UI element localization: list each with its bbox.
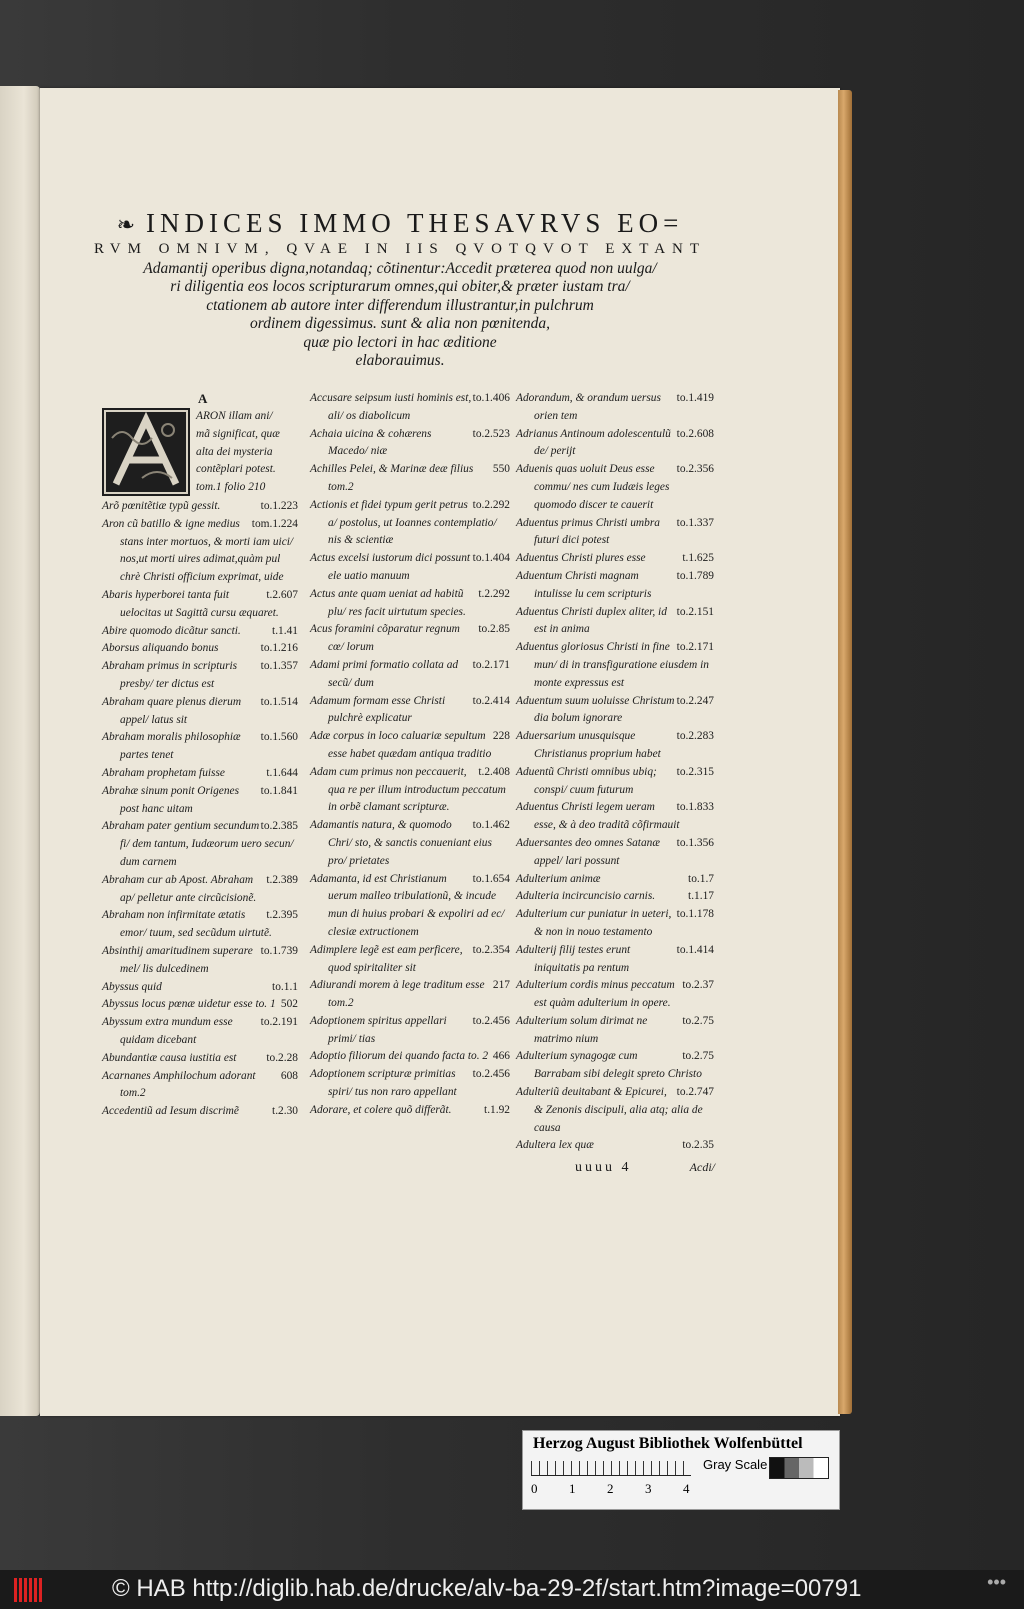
index-entry	[102, 516, 298, 587]
entry-text: Adulterium cur puniatur in ueteri, & non in nouo testamento	[516, 908, 672, 938]
entry-text: Adiurandi morem à lege traditum esse tom.2	[310, 979, 485, 1010]
library-name: Herzog August Bibliothek Wolfenbüttel	[533, 1435, 803, 1452]
entry-reference: to.2.151	[676, 605, 714, 618]
intro-line: elaborauimus.	[355, 352, 445, 370]
entry-reference: to.2.456	[472, 1014, 510, 1027]
entry-text: Actus ante quam ueniat ad habitũ plu/ res facit uirtutum species.	[310, 587, 466, 618]
index-entry	[102, 818, 298, 871]
entry-text: Abire quomodo dicãtur sancti.	[102, 624, 241, 637]
scale-ruler	[531, 1461, 699, 1496]
entry-reference: to.2.37	[682, 979, 714, 992]
entry-reference: to.1.833	[676, 801, 714, 814]
entry-text: Adimplere legẽ est eam perficere, quod spiritaliter sit	[310, 943, 463, 974]
entry-text: Adӕ corpus in loco caluariӕ sepultum esse habet quӕdam antiqua traditio	[310, 730, 492, 760]
entry-reference: to.2.28	[266, 1051, 298, 1064]
entry-reference: 466	[492, 1050, 510, 1063]
entry-text: Aborsus aliquando bonus	[102, 642, 219, 655]
ruler-ticks	[531, 1461, 691, 1476]
index-entry	[102, 1068, 298, 1104]
index-entry	[102, 694, 298, 730]
entry-text: Abrahӕ sinum ponit Origenes post hanc uitam	[102, 784, 240, 815]
index-entry	[310, 390, 510, 426]
entry-text: Aduersarium unusquisque Christianus proprium habet	[516, 730, 661, 760]
signature-mark: uuuu 4	[575, 1160, 632, 1175]
entry-reference: to.1.178	[676, 908, 714, 921]
index-entry	[102, 943, 298, 979]
heading-line-1: ❧ INDICES IMMO THESAVRVS EO=	[116, 208, 684, 238]
initial-line: alta dei mysteria	[196, 445, 273, 458]
entry-reference: to.2.292	[472, 498, 510, 511]
entry-reference: to.1.357	[260, 660, 298, 673]
ruler-number: 4	[683, 1481, 690, 1496]
entry-text: Abundantiӕ causa iustitia est	[102, 1051, 237, 1064]
index-entry	[310, 461, 510, 497]
intro-line: ri diligentia eos locos scripturarum omnes,qui obiter,& prӕter iustam tra/	[170, 278, 630, 296]
heading-line-2: RVM OMNIVM, QVAE IN IIS QVOTQVOT EXTANT	[93, 241, 707, 257]
index-entry	[516, 906, 714, 942]
initial-line: tom.1 folio 210	[196, 481, 266, 494]
entry-text: Abyssus quid	[102, 980, 162, 993]
ruler-number: 1	[569, 1481, 576, 1496]
entry-text: Adultera lex quӕ	[516, 1139, 594, 1152]
index-entry	[102, 658, 298, 694]
index-entry	[102, 872, 298, 908]
hab-logo-icon	[14, 1578, 44, 1602]
entry-text: Arõ pœnitẽtiӕ typũ gessit.	[102, 500, 221, 512]
index-entry	[516, 426, 714, 462]
entry-reference: t.2.395	[266, 909, 298, 922]
ruler-number: 2	[607, 1481, 614, 1496]
entry-text: Absinthij amaritudinem superare mel/ lis dulcedinem	[102, 944, 253, 975]
intro-line: ctationem ab autore inter differendum illustrantur,in pulchrum	[206, 296, 594, 314]
entry-text: Abraham primus in scripturis presby/ ter dictus est	[102, 660, 238, 690]
entry-text: Aduentus gloriosus Christi in fine mun/ di in transfiguratione eiusdem in monte expressus est	[516, 641, 709, 689]
index-entry	[310, 426, 510, 462]
entry-reference: to.1.841	[260, 784, 298, 797]
entry-reference: to.1.7	[688, 872, 714, 885]
entry-reference: to.1.356	[676, 836, 714, 849]
index-entry	[516, 693, 714, 729]
entry-text: Aduentus Christi plures esse	[516, 552, 646, 565]
index-entry	[516, 550, 714, 568]
entry-reference: to.1.414	[676, 943, 714, 956]
entry-text: Adorare, et colere quõ differãt.	[310, 1103, 452, 1116]
index-entry	[310, 764, 510, 817]
entry-reference: t.1.17	[688, 890, 714, 903]
ruler-number: 3	[645, 1481, 652, 1496]
index-entry	[310, 621, 510, 657]
entry-text: Abraham pater gentium secundum fi/ dem tantum, Iudӕorum uero secun/ dum carnem	[102, 820, 294, 868]
index-entry	[310, 657, 510, 693]
index-entry	[516, 835, 714, 871]
entry-reference: to.1.789	[676, 569, 714, 582]
entry-reference: t.2.389	[266, 873, 298, 886]
entry-text: Actionis et fidei typum gerit petrus a/ postolus, ut Ioannes contemplatio/ nis & scientiӕ	[310, 498, 497, 547]
index-heading	[80, 208, 720, 370]
index-entry	[102, 498, 298, 516]
initial-line: ARON illam ani/	[196, 410, 273, 422]
ruler-number: 0	[531, 1481, 538, 1496]
entry-text: Adorandum, & orandum uersus orien tem	[516, 392, 661, 422]
index-entry	[516, 1137, 714, 1155]
index-entry	[310, 586, 510, 622]
index-entry	[310, 942, 510, 978]
entry-reference: to.2.354	[472, 943, 510, 956]
entry-reference: tom.1.224	[251, 517, 298, 530]
index-entry	[310, 1013, 510, 1049]
entry-text: Abyssum extra mundum esse quidam dicebant	[102, 1016, 233, 1046]
index-entry	[310, 497, 510, 550]
entry-reference: t.1.92	[484, 1103, 510, 1116]
entry-reference: to.2.191	[260, 1016, 298, 1029]
copyright-url[interactable]: © HAB http://diglib.hab.de/drucke/alv-ba-29-2f/start.htm?image=00791	[112, 1575, 862, 1602]
entry-text: Achilles Pelei, & Marinӕ deӕ filius tom.2	[310, 463, 474, 493]
entry-reference: to.1.462	[472, 819, 510, 832]
index-entry	[102, 729, 298, 765]
entry-text: Adoptio filiorum dei quando facta to. 2	[310, 1050, 489, 1063]
index-entry	[516, 604, 714, 640]
index-entry	[516, 888, 714, 906]
index-column-3	[516, 390, 714, 1155]
index-entry	[310, 1048, 510, 1066]
entry-reference: 608	[280, 1069, 298, 1082]
entry-reference: to.2.356	[676, 463, 714, 476]
index-entry	[310, 728, 510, 764]
entry-reference: 502	[280, 998, 298, 1011]
index-entry	[102, 1103, 298, 1121]
entry-reference: to.1.514	[260, 695, 298, 708]
entry-text: Aduentus primus Christi umbra futuri dici potest	[516, 516, 660, 547]
index-entry	[102, 623, 298, 641]
entry-text: Adulteria incircuncisio carnis.	[516, 890, 656, 903]
entry-text: Abyssus locus pœnӕ uidetur esse to. 1	[102, 998, 276, 1011]
entry-reference: t.1.644	[266, 766, 298, 779]
entry-text: Aron cũ batillo & igne medius stans inter mortuos, & morti iam uici/ nos,ut morti uires adimat,quàm pul chrè Christi officium exprimat, uide	[102, 517, 294, 584]
index-entry	[516, 728, 714, 764]
entry-text: Adulteriũ deuitabant & Epicurei, & Zenonis discipuli, alia atq; alia de causa	[516, 1086, 703, 1134]
entry-reference: to.2.283	[676, 730, 714, 743]
entry-text: Aduentum Christi magnam intulisse lu cem scripturis	[516, 569, 652, 600]
fleuron-icon: ❧	[116, 212, 141, 237]
entry-text: Aduenis quas uoluit Deus esse commu/ nes cum Iudӕis leges quomodo discer te cauerit	[516, 463, 670, 511]
index-entry	[516, 390, 714, 426]
index-entry	[310, 550, 510, 586]
index-entry	[102, 1014, 298, 1050]
entry-text: Adoptionem spiritus appellari primi/ tias	[310, 1014, 447, 1045]
intro-line: Adamantij operibus digna,notandaq; cõtinentur:Accedit prӕterea quod non uulga/	[143, 260, 657, 277]
entry-text: Abaris hyperborei tanta fuit uelocitas ut Sagittã cursu ӕquaret.	[102, 588, 279, 619]
entry-text: Abraham quare plenus dierum appel/ latus sit	[102, 695, 242, 726]
index-entry	[310, 977, 510, 1013]
index-entry	[516, 1013, 714, 1049]
index-entry	[102, 640, 298, 658]
index-entry	[310, 817, 510, 870]
library-color-card	[522, 1430, 840, 1510]
index-entry	[516, 1084, 714, 1137]
entry-reference: 550	[492, 463, 510, 476]
grayscale-swatch	[769, 1457, 829, 1479]
initial-block	[102, 408, 298, 498]
entry-text: Abraham prophetam fuisse	[102, 766, 225, 779]
index-column-1	[102, 390, 298, 1121]
heading-intro	[80, 260, 720, 370]
entry-text: Adulterium cordis minus peccatum est quàm adulterium in opere.	[516, 979, 675, 1010]
index-entry	[310, 693, 510, 729]
entry-text: Adami primi formatio collata ad secũ/ dum	[310, 658, 459, 689]
entry-reference: to.2.523	[472, 427, 510, 440]
index-entry	[516, 1048, 714, 1084]
entry-reference: to.1.1	[272, 980, 298, 993]
intro-line: quӕ pio lectori in hac ӕditione	[303, 333, 497, 351]
entry-text: Acus foramini cõparatur regnum cœ/ lorum	[310, 623, 460, 654]
entry-reference: to.1.223	[260, 500, 298, 512]
index-entry	[516, 799, 714, 835]
index-entry	[310, 1066, 510, 1102]
entry-reference: to.2.171	[676, 641, 714, 654]
entry-reference: to.2.315	[676, 765, 714, 778]
entry-reference: t.2.607	[266, 588, 298, 601]
decorated-initial-icon	[102, 408, 190, 496]
entry-reference: to.2.75	[682, 1014, 714, 1027]
index-entry	[516, 977, 714, 1013]
index-entry	[516, 568, 714, 604]
entry-reference: t.2.30	[272, 1105, 298, 1118]
entry-text: Adam cum primus non peccauerit, qua re per illum introductum peccatum in orbẽ clamant scripturӕ.	[310, 765, 506, 814]
entry-reference: to.1.739	[260, 944, 298, 957]
initial-line: mã significat, quӕ	[196, 427, 280, 440]
entry-text: Aduentũ Christi omnibus ubiq; conspi/ cuum futurum	[516, 765, 657, 796]
index-entry	[516, 515, 714, 551]
section-letter: A	[198, 391, 208, 406]
entry-text: Abraham non infirmitate ӕtatis emor/ tuum, sed secũdum uirtutẽ.	[102, 909, 272, 940]
page-footer	[575, 1160, 715, 1176]
entry-text: Accusare seipsum iusti hominis est, ali/ os diabolicum	[310, 392, 472, 422]
entry-reference: to.1.216	[260, 642, 298, 655]
entry-text: Adulterium animӕ	[516, 872, 601, 885]
entry-text: Aduentus Christi legem ueram esse, & à deo traditã cõfirmauit	[516, 801, 680, 832]
entry-reference: t.2.408	[478, 765, 510, 778]
entry-reference: to.1.404	[472, 552, 510, 565]
entry-text: Accedentiũ ad Iesum discrimẽ	[102, 1105, 239, 1118]
index-entry	[102, 979, 298, 997]
entry-text: Acarnanes Amphilochum adorant tom.2	[102, 1069, 256, 1100]
entry-reference: to.2.414	[472, 694, 510, 707]
entry-reference: to.1.406	[472, 392, 510, 404]
entry-reference: to.2.385	[260, 820, 298, 833]
entry-reference: to.2.247	[676, 694, 714, 707]
entry-text: Aduentum suum uoluisse Christum dia bolum ignorare	[516, 694, 675, 725]
entry-text: Adulterium synagogӕ cum Barrabam sibi delegit spreto Christo	[516, 1050, 702, 1081]
entry-text: Aduersantes deo omnes Satanӕ appel/ lari possunt	[516, 836, 660, 867]
status-bar	[0, 1570, 1024, 1609]
entry-text: Adamantis natura, & quomodo Chri/ sto, & sanctis conueniant eius pro/ prietates	[310, 819, 492, 867]
entry-reference: to.2.75	[682, 1050, 714, 1063]
index-entry	[102, 587, 298, 623]
entry-reference: t.1.625	[682, 552, 714, 565]
index-entry	[516, 461, 714, 514]
index-entry	[516, 764, 714, 800]
entry-reference: to.2.35	[682, 1139, 714, 1152]
entry-reference: 228	[492, 730, 510, 743]
entry-text: Abraham moralis philosophiӕ partes tenet	[102, 731, 241, 762]
entry-reference: to.2.171	[472, 658, 510, 671]
more-dots-icon[interactable]: •••	[987, 1572, 1006, 1592]
entry-text: Abraham cur ab Apost. Abraham ap/ pelletur ante circũcisionẽ.	[102, 873, 257, 904]
entry-reference: to.2.85	[478, 623, 510, 636]
intro-line: ordinem digessimus. sunt & alia non pœnitenda,	[250, 315, 550, 333]
entry-text: Adoptionem scripturӕ primitias spiri/ tus non raro appellant	[310, 1068, 457, 1099]
index-entry	[516, 871, 714, 889]
entry-reference: to.1.654	[472, 872, 510, 885]
entry-text: Adulterij filij testes erunt iniquitatis pa rentum	[516, 943, 631, 974]
index-column-2	[310, 390, 510, 1120]
entry-reference: to.1.337	[676, 516, 714, 529]
catchword: Acdi/	[689, 1160, 715, 1174]
entry-text: Adulterium solum dirimat ne matrimo nium	[516, 1014, 648, 1045]
entry-text: Adamum formam esse Christi pulchrè explicatur	[310, 694, 446, 725]
index-entry	[102, 1050, 298, 1068]
entry-reference: t.2.292	[478, 587, 510, 600]
entry-text: Aduentus Christi duplex aliter, id est in anima	[516, 605, 667, 636]
index-entry	[102, 996, 298, 1014]
entry-reference: to.2.456	[472, 1068, 510, 1081]
entry-reference: to.1.560	[260, 731, 298, 744]
page-fore-edge	[838, 90, 852, 1414]
entry-reference: t.1.41	[272, 624, 298, 637]
entry-reference: to.2.608	[676, 427, 714, 440]
index-entry	[516, 942, 714, 978]
index-entry	[310, 871, 510, 942]
entry-reference: to.1.419	[676, 392, 714, 404]
facing-page-edge	[0, 86, 40, 1416]
index-entry	[102, 907, 298, 943]
initial-line: contẽplari potest.	[196, 463, 276, 476]
entry-text: Adamanta, id est Christianum uerum malleo tribulationũ, & incude mun di huius probari & expoliri ad ec/ clesiӕ extructionem	[310, 872, 505, 938]
entry-reference: to.2.747	[676, 1086, 714, 1099]
index-entry	[102, 783, 298, 819]
entry-text: Adrianus Antinoum adolescentulũ de/ perijt	[516, 427, 671, 458]
index-entry	[310, 1102, 510, 1120]
entry-text: Achaia uicina & cohӕrens Macedo/ niӕ	[310, 427, 432, 458]
index-entry	[516, 639, 714, 692]
entry-text: Actus excelsi iustorum dici possunt ele uatio manuum	[310, 552, 471, 582]
entry-reference: 217	[492, 979, 510, 992]
grayscale-label: Gray Scale	[703, 1457, 768, 1472]
index-entry	[102, 765, 298, 783]
